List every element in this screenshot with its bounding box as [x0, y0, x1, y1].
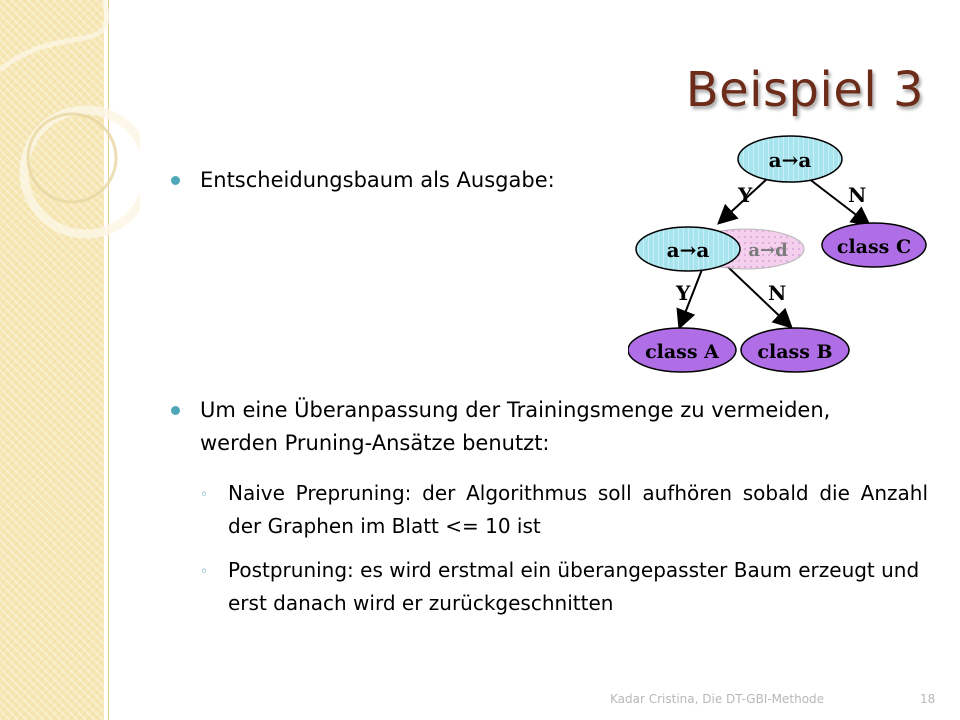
bullet-text-pruning: Um eine Überanpassung der Trainingsmenge zu vermeiden, werden Pruning-Ansätze benutzt:	[200, 398, 831, 455]
edge-label-no: N	[848, 183, 867, 207]
sub-bullet-marker: ◦	[200, 564, 209, 580]
left-node	[636, 227, 740, 271]
leaf-class-c-label: class C	[836, 236, 912, 258]
hidden-node-label: a→d	[748, 240, 788, 261]
bullet-dot	[171, 406, 180, 415]
root-node	[738, 136, 842, 182]
slide-title: Beispiel 3	[685, 62, 924, 118]
footer-author: Kadar Cristina, Die DT-GBI-Methode	[610, 692, 825, 706]
decision-tree-diagram	[628, 132, 933, 377]
root-node-label: a→a	[768, 148, 812, 172]
leaf-class-b-label: class B	[757, 341, 833, 363]
bullet-dot	[171, 176, 180, 185]
edge-label-no: N	[768, 281, 787, 305]
leaf-class-a-label: class A	[645, 341, 719, 363]
sub-bullet-prepruning: Naive Prepruning: der Algorithmus soll aufhören sobald die Anzahl der Graphen im Blatt <= 10 ist	[228, 481, 928, 538]
swirl-ornament	[0, 0, 140, 320]
leaf-class-a	[628, 328, 736, 372]
sub-bullet-postpruning: Postpruning: es wird erstmal ein überangepasster Baum erzeugt und erst danach wird er zurückgeschnitten	[228, 558, 920, 615]
sub-bullet-marker: ◦	[200, 487, 209, 503]
page-number: 18	[920, 692, 936, 706]
leaf-class-c	[822, 223, 926, 267]
bullet-text-decision-tree: Entscheidungsbaum als Ausgabe:	[200, 168, 555, 192]
leaf-class-b	[741, 328, 849, 372]
left-node-label: a→a	[666, 238, 710, 262]
edge-label-yes: Y	[738, 183, 753, 207]
edge-label-yes: Y	[676, 281, 691, 305]
